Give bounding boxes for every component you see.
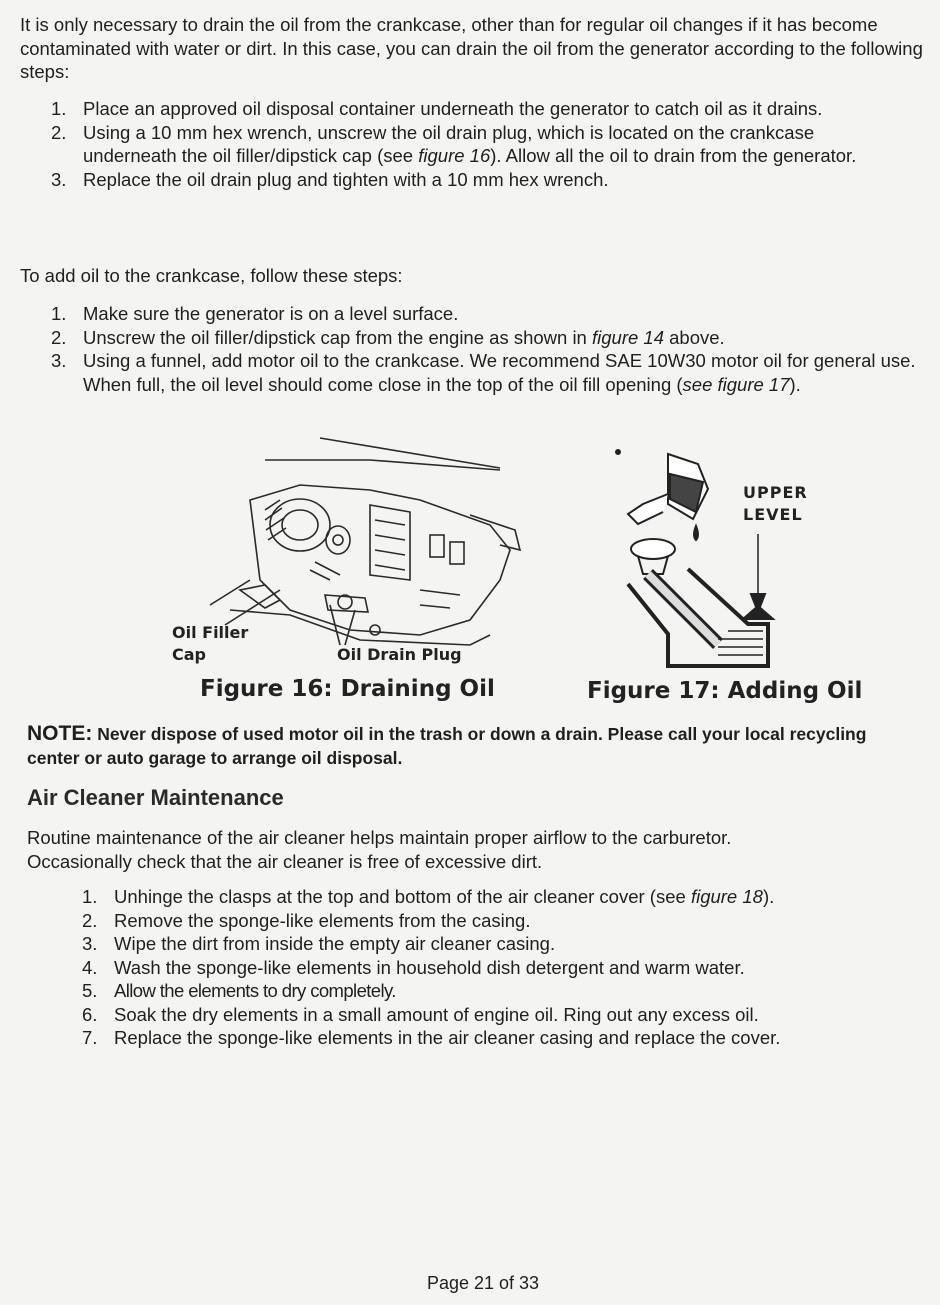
- list-item: 4. Wash the sponge-like elements in household dish detergent and warm water.: [82, 956, 745, 978]
- air-cleaner-steps-list: [82, 885, 884, 1050]
- oil-drain-plug-label: Oil Drain Plug: [337, 645, 462, 664]
- air-cleaner-intro: Routine maintenance of the air cleaner helps maintain proper airflow to the carburetor. Occasionally check that the air cleaner is free of excessive dirt.: [27, 827, 732, 872]
- list-item: 6. Soak the dry elements in a small amount of engine oil. Ring out any excess oil.: [82, 1003, 759, 1025]
- figure-17-caption: Figure 17: Adding Oil: [587, 678, 863, 704]
- list-item: 3. Wipe the dirt from inside the empty air cleaner casing.: [82, 933, 556, 954]
- figures-row: [0, 430, 940, 710]
- list-item: 1. Unhinge the clasps at the top and bottom of the air cleaner cover (see figure 18).: [82, 886, 775, 907]
- note-label: NOTE:: [27, 722, 93, 745]
- list-item: 3. Replace the oil drain plug and tighten with a 10 mm hex wrench.: [51, 168, 609, 190]
- list-item: 2. Remove the sponge-like elements from the casing.: [82, 909, 531, 931]
- figure-reference: figure 14: [592, 326, 664, 348]
- oil-filler-cap-label: Oil Filler Cap: [172, 623, 249, 664]
- figure-16-caption: Figure 16: Draining Oil: [200, 676, 495, 702]
- upper-level-label: UPPER LEVEL: [743, 483, 808, 524]
- figure-reference: figure 18: [690, 886, 763, 907]
- add-oil-steps-list: [51, 302, 923, 396]
- drain-steps-list: [51, 97, 883, 191]
- figure-reference: see figure 17: [682, 373, 790, 395]
- list-item: 2. Using a 10 mm hex wrench, unscrew the oil drain plug, which is located on the crankcase underneath the oil filler/dipstick cap (see figure 16). Allow all the oil to drain from the generator.: [51, 121, 857, 166]
- oil-disposal-note: NOTE: Never dispose of used motor oil in the trash or down a drain. Please call your local recycling center or auto garage to arrange oil disposal.: [27, 722, 867, 768]
- figure-reference: figure 16: [418, 145, 491, 166]
- section-title: Air Cleaner Maintenance: [27, 785, 284, 810]
- add-oil-intro: To add oil to the crankcase, follow these steps:: [20, 265, 403, 286]
- list-item: 3. Using a funnel, add motor oil to the crankcase. We recommend SAE 10W30 motor oil for general use. When full, the oil level should come close in the top of the oil fill opening (see figure 17).: [51, 350, 916, 395]
- oil-fill-illustration: [608, 444, 788, 669]
- list-item: 7. Replace the sponge-like elements in the air cleaner casing and replace the cover.: [82, 1027, 781, 1048]
- list-item: 1. Place an approved oil disposal container underneath the generator to catch oil as it drains.: [51, 98, 823, 119]
- list-item: 1. Make sure the generator is on a level surface.: [51, 303, 459, 324]
- list-item: 2. Unscrew the oil filler/dipstick cap from the engine as shown in figure 14 above.: [51, 326, 725, 348]
- list-item: 5. Allow the elements to dry completely.: [82, 980, 396, 1001]
- page-number: Page 21 of 33: [426, 1273, 540, 1293]
- drain-intro: It is only necessary to drain the oil from the crankcase, other than for regular oil changes if it has become contaminated with water or dirt. In this case, you can drain the oil from the generator according to the following steps:: [20, 14, 923, 82]
